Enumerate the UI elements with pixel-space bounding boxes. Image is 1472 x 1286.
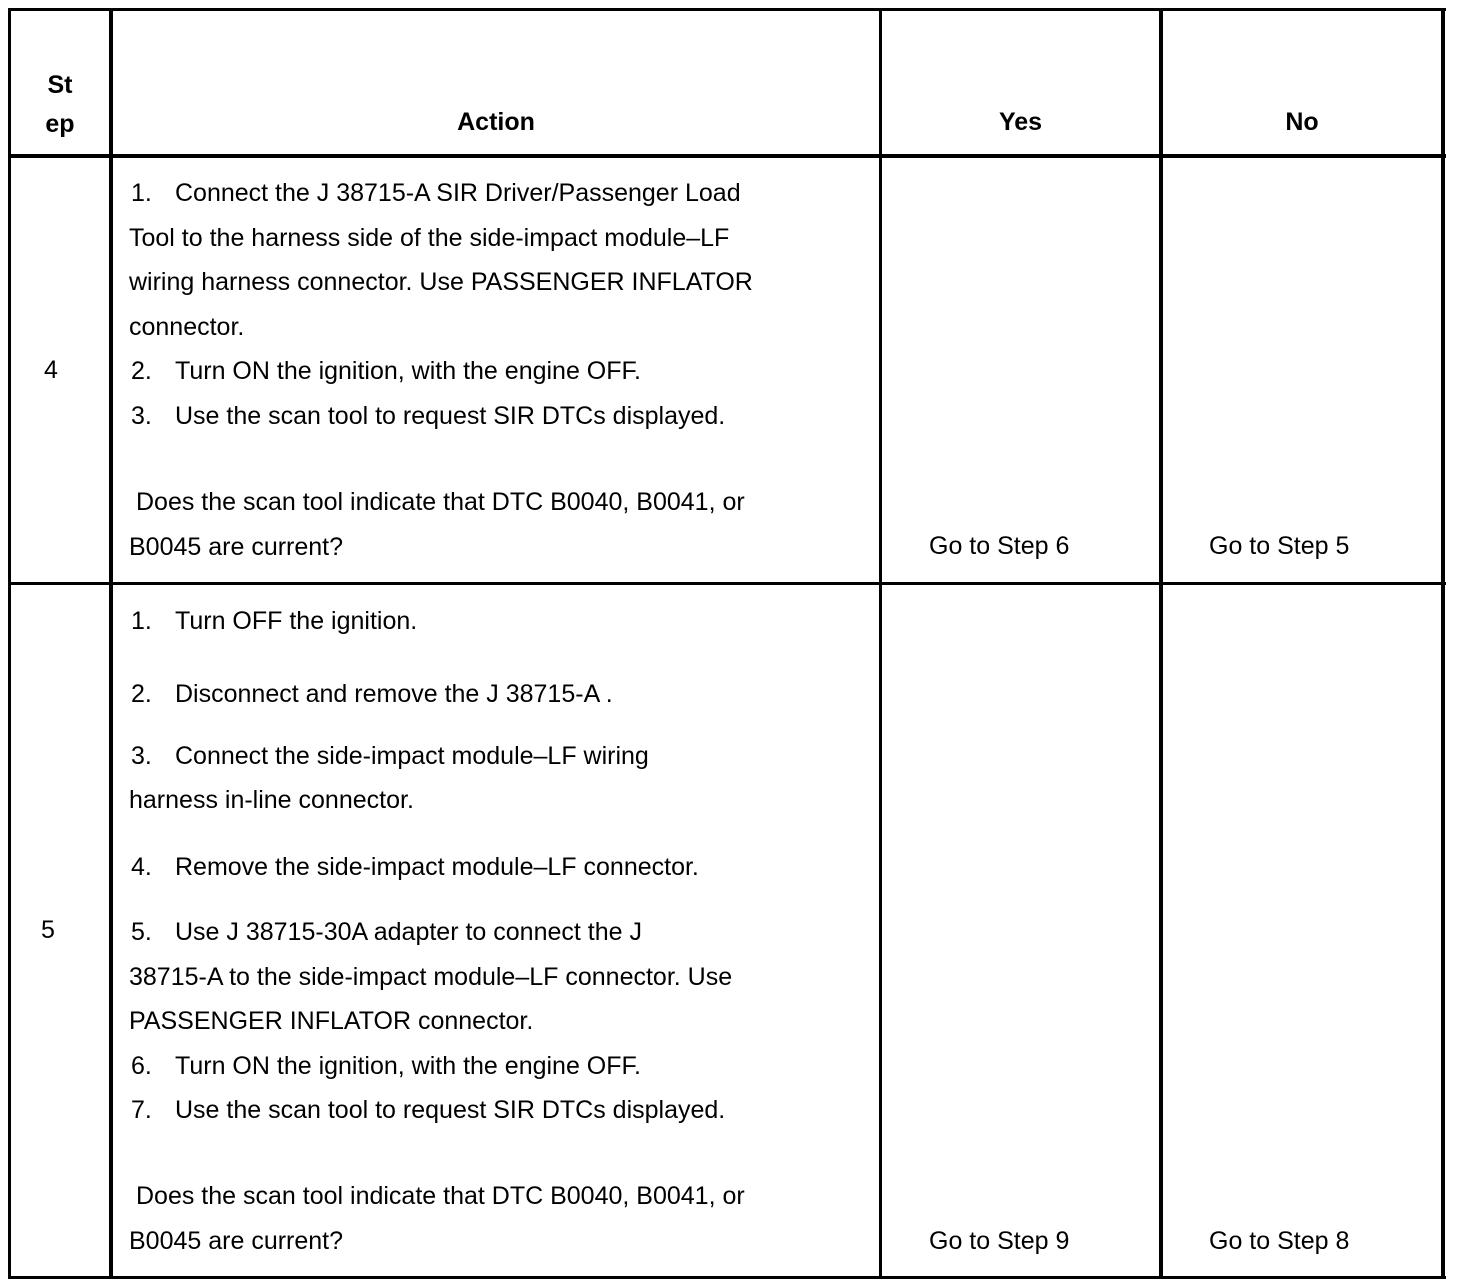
- list-item: 1. Turn OFF the ignition.: [131, 607, 418, 635]
- question-line: B0045 are current?: [129, 1226, 344, 1255]
- question-line: B0045 are current?: [129, 532, 344, 561]
- header-divider: [8, 154, 1446, 158]
- question-step-4: [129, 480, 745, 569]
- list-item: 3. Connect the side-impact module–LF wiring: [131, 742, 649, 770]
- table-border-left: [8, 8, 11, 1279]
- list-item: 2. Disconnect and remove the J 38715-A .: [131, 680, 613, 708]
- table-border-bottom: [8, 1276, 1446, 1279]
- list-item: 1. Connect the J 38715-A SIR Driver/Passenger Load: [131, 179, 741, 207]
- list-item: 6. Turn ON the ignition, with the engine OFF.: [131, 1052, 641, 1080]
- question-line: Does the scan tool indicate that DTC B0040, B0041, or: [136, 488, 745, 516]
- list-item: 7. Use the scan tool to request SIR DTCs displayed.: [131, 1096, 726, 1124]
- list-item: 5. Use J 38715-30A adapter to connect the J: [131, 918, 642, 946]
- step-number-5: 5: [41, 916, 55, 944]
- list-item: 3. Use the scan tool to request SIR DTCs displayed.: [131, 401, 726, 430]
- header-action: Action: [457, 108, 535, 136]
- header-no: No: [1285, 108, 1319, 136]
- question-step-5: [129, 1174, 745, 1263]
- question-line: Does the scan tool indicate that DTC B0040, B0041, or: [136, 1182, 745, 1210]
- row-divider: [8, 582, 1446, 585]
- no-result-step-5: Go to Step 8: [1209, 1227, 1350, 1255]
- list-item: 2. Turn ON the ignition, with the engine OFF.: [131, 357, 641, 385]
- table-border-top: [8, 8, 1446, 11]
- list-item-continuation: wiring harness connector. Use PASSENGER INFLATOR: [129, 268, 753, 296]
- list-item-continuation: harness in-line connector.: [129, 786, 414, 814]
- yes-result-step-5: Go to Step 9: [929, 1227, 1070, 1255]
- header-step-line1: St: [47, 71, 73, 99]
- column-divider-step-action: [109, 8, 113, 1279]
- no-result-step-4: Go to Step 5: [1209, 532, 1350, 560]
- header-step: [11, 66, 109, 144]
- header-yes: Yes: [998, 108, 1043, 136]
- list-item-continuation: 38715-A to the side-impact module–LF connector. Use: [129, 963, 733, 991]
- list-item-continuation: connector.: [129, 312, 245, 341]
- column-divider-yes-no: [1159, 8, 1163, 1279]
- list-item-continuation: Tool to the harness side of the side-impact module–LF: [129, 223, 730, 252]
- yes-result-step-4: Go to Step 6: [929, 532, 1070, 560]
- list-item: 4. Remove the side-impact module–LF connector.: [131, 853, 699, 881]
- action-list-step-4: [129, 171, 753, 438]
- list-item-continuation: PASSENGER INFLATOR connector.: [129, 1007, 534, 1035]
- table-border-right: [1441, 8, 1445, 1279]
- step-number-4: 4: [44, 356, 58, 384]
- header-step-line2: ep: [45, 110, 75, 138]
- column-divider-action-yes: [879, 8, 882, 1279]
